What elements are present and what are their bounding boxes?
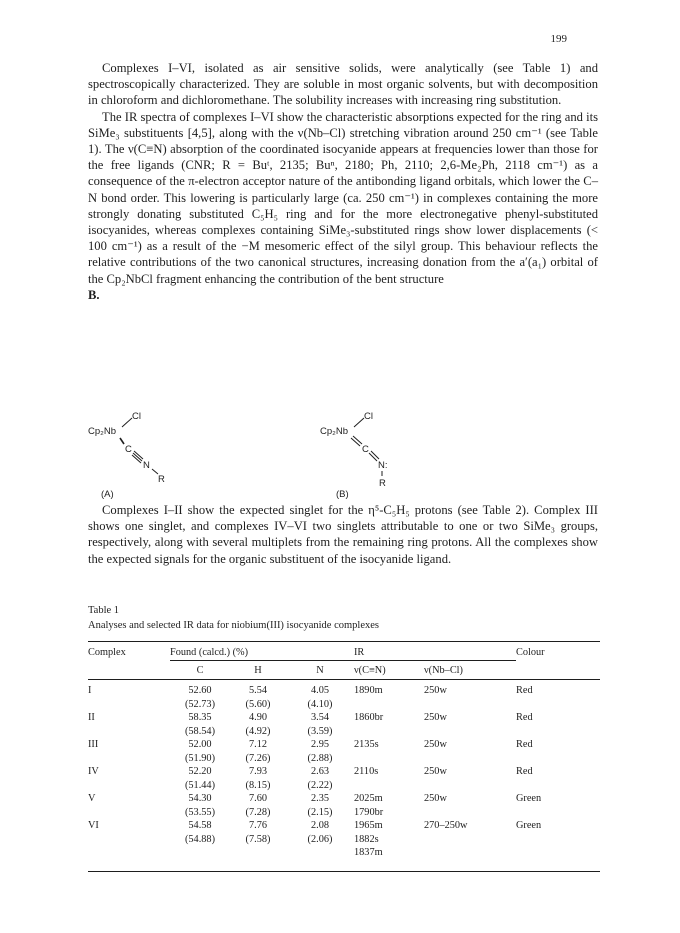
cell-complex: I — [88, 685, 92, 696]
cell-complex — [88, 725, 170, 739]
structure-a-c: C — [125, 444, 132, 455]
data-table — [88, 641, 600, 860]
header-complex: Complex — [88, 647, 126, 658]
cell-colour — [516, 806, 600, 820]
table-row — [88, 711, 600, 725]
table-row — [88, 779, 600, 793]
cell-colour: Green — [516, 793, 542, 804]
cell-c: (53.55) — [184, 806, 216, 818]
cell-v-cn: 2025m — [354, 793, 383, 804]
structure-a — [88, 412, 165, 485]
cell-v-cn: 1890m — [354, 685, 383, 696]
table-row — [88, 680, 600, 698]
structure-b-c: C — [362, 444, 369, 455]
cell-complex — [88, 806, 170, 820]
cell-v-nbcl: 250w — [424, 739, 447, 750]
cell-h: (4.92) — [245, 725, 271, 737]
cell-colour: Red — [516, 712, 533, 723]
table-row — [88, 792, 600, 806]
cell-v-nbcl — [424, 698, 516, 712]
cell-v-cn: 1965m — [354, 820, 383, 831]
page-number: 199 — [550, 33, 567, 45]
structure-b-label: (B) — [336, 489, 349, 500]
structure-reference: B. — [88, 287, 100, 302]
cell-complex — [88, 846, 170, 860]
body-text — [88, 60, 598, 303]
cell-complex: III — [88, 739, 99, 750]
canonical-structures — [88, 412, 598, 487]
cell-complex — [88, 752, 170, 766]
cell-complex — [88, 698, 170, 712]
cell-n: (2.22) — [307, 779, 333, 791]
cell-c: 54.30 — [188, 793, 212, 804]
cell-c: 52.00 — [188, 739, 212, 750]
paragraph: The IR spectra of complexes I–VI show the characteristic absorptions expected for the ring and its SiMe₃ substituents [4,5], along with the ν(Nb–Cl) stretching vibration around 250 cm⁻¹ (see Table 1). The ν(C≡N) absorption of the coordinated isocyanide appears at frequencies lower than those for the free ligands (CNR; R = Buᵗ, 2135; Buⁿ, 2180; Ph, 2110; 2,6-Me₂Ph, 2118 cm⁻¹) as a consequence of the π-electron acceptor nature of the antibonding ligand orbitals, which lower the C–N bond order. This lowering is particularly large (ca. 250 cm⁻¹) in complexes containing the more strongly donating substituted C₅H₅ ring and for the more electronegative phenyl-substituted isocyanides, whereas complexes containing SiMe₃-substituted rings show lower displacements (< 100 cm⁻¹) as a result of the −M mesomeric effect of the silyl group. This behaviour reflects the relative contributions of the two canonical structures, increasing donation from the a′(a₁) orbital of the Cp₂NbCl fragment enhancing the contribution of the bent structure — [88, 109, 598, 286]
cell-n: (2.15) — [307, 806, 333, 818]
cell-colour: Green — [516, 820, 542, 831]
table-caption — [88, 603, 379, 633]
cell-v-cn: 1860br — [354, 712, 384, 723]
cell-h: 7.60 — [248, 793, 268, 804]
table-row — [88, 819, 600, 833]
cell-v-nbcl: 250w — [424, 685, 447, 696]
header-ir: IR — [354, 642, 516, 661]
cell-colour — [516, 779, 600, 793]
table-title: Analyses and selected IR data for niobium(III) isocyanide complexes — [88, 620, 379, 631]
cell-v-cn — [354, 698, 424, 712]
cell-c: (58.54) — [184, 725, 216, 737]
cell-n: (4.10) — [307, 698, 333, 710]
cell-colour — [516, 698, 600, 712]
table-row — [88, 725, 600, 739]
cell-h: 7.12 — [248, 739, 268, 750]
cell-n: (2.88) — [307, 752, 333, 764]
header-c: C — [196, 664, 204, 676]
cell-n: 2.95 — [310, 739, 330, 750]
cell-v-cn: 1882s — [354, 833, 379, 845]
cell-colour: Red — [516, 739, 533, 750]
cell-v-cn: 1790br — [354, 806, 384, 818]
cell-v-nbcl: 250w — [424, 766, 447, 777]
structure-a-cl: Cl — [132, 412, 141, 422]
cell-n: 2.08 — [310, 820, 330, 831]
structure-b-r: R — [379, 478, 386, 487]
cell-v-cn — [354, 752, 424, 766]
cell-complex: V — [88, 793, 96, 804]
table-bottom-rule — [88, 871, 600, 872]
cell-colour — [516, 846, 600, 860]
cell-c: 58.35 — [188, 712, 212, 723]
cell-v-cn: 2135s — [354, 739, 379, 750]
cell-v-nbcl: 250w — [424, 793, 447, 804]
cell-h: 5.54 — [248, 685, 268, 696]
table-row — [88, 752, 600, 766]
cell-n: (2.06) — [307, 833, 333, 845]
table-row — [88, 833, 600, 847]
cell-h: (5.60) — [245, 698, 271, 710]
cell-c: 52.20 — [188, 766, 212, 777]
cell-c: 52.60 — [188, 685, 212, 696]
cell-h: 7.93 — [248, 766, 268, 777]
cell-complex — [88, 833, 170, 847]
header-colour: Colour — [516, 647, 545, 658]
cell-v-nbcl — [424, 725, 516, 739]
cell-v-nbcl — [424, 833, 516, 847]
table-row — [88, 698, 600, 712]
cell-complex: II — [88, 712, 95, 723]
cell-h: (7.58) — [245, 833, 271, 845]
cell-v-nbcl: 250w — [424, 712, 447, 723]
cell-c: (52.73) — [184, 698, 216, 710]
c-n-double-bond — [369, 453, 377, 461]
header-n: N — [316, 664, 324, 676]
cell-c — [170, 846, 230, 860]
cell-h: (7.26) — [245, 752, 271, 764]
paragraph: Complexes I–VI, isolated as air sensitive solids, were analytically (see Table 1) and spectroscopically characterized. They are soluble in most organic solvents, but with decomposition in chloroform and dichloromethane. The solubility increases with increasing ring substitution. — [88, 61, 598, 108]
cell-complex — [88, 779, 170, 793]
table-label: Table 1 — [88, 605, 120, 616]
cell-v-nbcl — [424, 779, 516, 793]
paragraph: Complexes I–II show the expected singlet for the η⁵-C₅H₅ protons (see Table 2). Complex III shows one singlet, and complexes IV–VI two singlets attributable to one or two SiMe₃ groups, respectively, along with several multiplets from the remaining ring protons. All the complexes show the expected signals for the organic substituent of the isocyanide ligand. — [88, 503, 598, 566]
table-body — [88, 680, 600, 860]
cell-complex: VI — [88, 820, 99, 831]
table-row — [88, 765, 600, 779]
cell-h — [230, 846, 286, 860]
cell-h: (7.28) — [245, 806, 271, 818]
nb-c-bond — [120, 438, 124, 444]
cell-v-nbcl — [424, 846, 516, 860]
header-v-cn: ν(C≡N) — [354, 664, 386, 676]
header-v-nbcl: ν(Nb–Cl) — [424, 664, 463, 676]
table-row — [88, 846, 600, 860]
cell-colour — [516, 752, 600, 766]
cell-colour — [516, 725, 600, 739]
header-h: H — [254, 664, 262, 676]
cell-v-nbcl — [424, 806, 516, 820]
structure-a-fragment: Cp₂Nb — [88, 426, 116, 437]
nb-c-double-bond — [351, 438, 360, 446]
table-row — [88, 738, 600, 752]
cell-v-nbcl — [424, 752, 516, 766]
cell-n: 3.54 — [310, 712, 330, 723]
nb-cl-bond — [122, 418, 132, 427]
structure-b-n: N: — [378, 460, 388, 471]
cell-v-cn: 1837m — [354, 847, 383, 858]
cell-v-nbcl: 270–250w — [424, 820, 468, 831]
cell-colour: Red — [516, 766, 533, 777]
cell-c: (51.44) — [184, 779, 216, 791]
cell-colour — [516, 833, 600, 847]
cell-c: 54.58 — [188, 820, 212, 831]
cell-colour: Red — [516, 685, 533, 696]
structure-b-cl: Cl — [364, 412, 373, 422]
cell-h: 7.76 — [248, 820, 268, 831]
structure-diagram — [88, 412, 598, 487]
cell-n: 4.05 — [310, 685, 330, 696]
table-row — [88, 806, 600, 820]
cell-h: (8.15) — [245, 779, 271, 791]
structure-a-r: R — [158, 474, 165, 485]
cell-c: (54.88) — [184, 833, 216, 845]
cell-n: 2.35 — [310, 793, 330, 804]
cell-n: 2.63 — [310, 766, 330, 777]
structure-a-n: N — [143, 460, 150, 471]
body-text-2 — [88, 502, 598, 567]
structure-b — [320, 412, 388, 487]
cell-v-cn — [354, 725, 424, 739]
cell-n — [286, 846, 354, 860]
cell-h: 4.90 — [248, 712, 268, 723]
structure-a-label: (A) — [101, 489, 114, 500]
structure-b-fragment: Cp₂Nb — [320, 426, 348, 437]
cell-v-cn: 2110s — [354, 766, 379, 777]
cell-v-cn — [354, 779, 424, 793]
header-found: Found (calcd.) (%) — [170, 642, 354, 661]
cell-c: (51.90) — [184, 752, 216, 764]
cell-complex: IV — [88, 766, 99, 777]
cell-n: (3.59) — [307, 725, 333, 737]
nb-cl-bond — [354, 418, 364, 427]
